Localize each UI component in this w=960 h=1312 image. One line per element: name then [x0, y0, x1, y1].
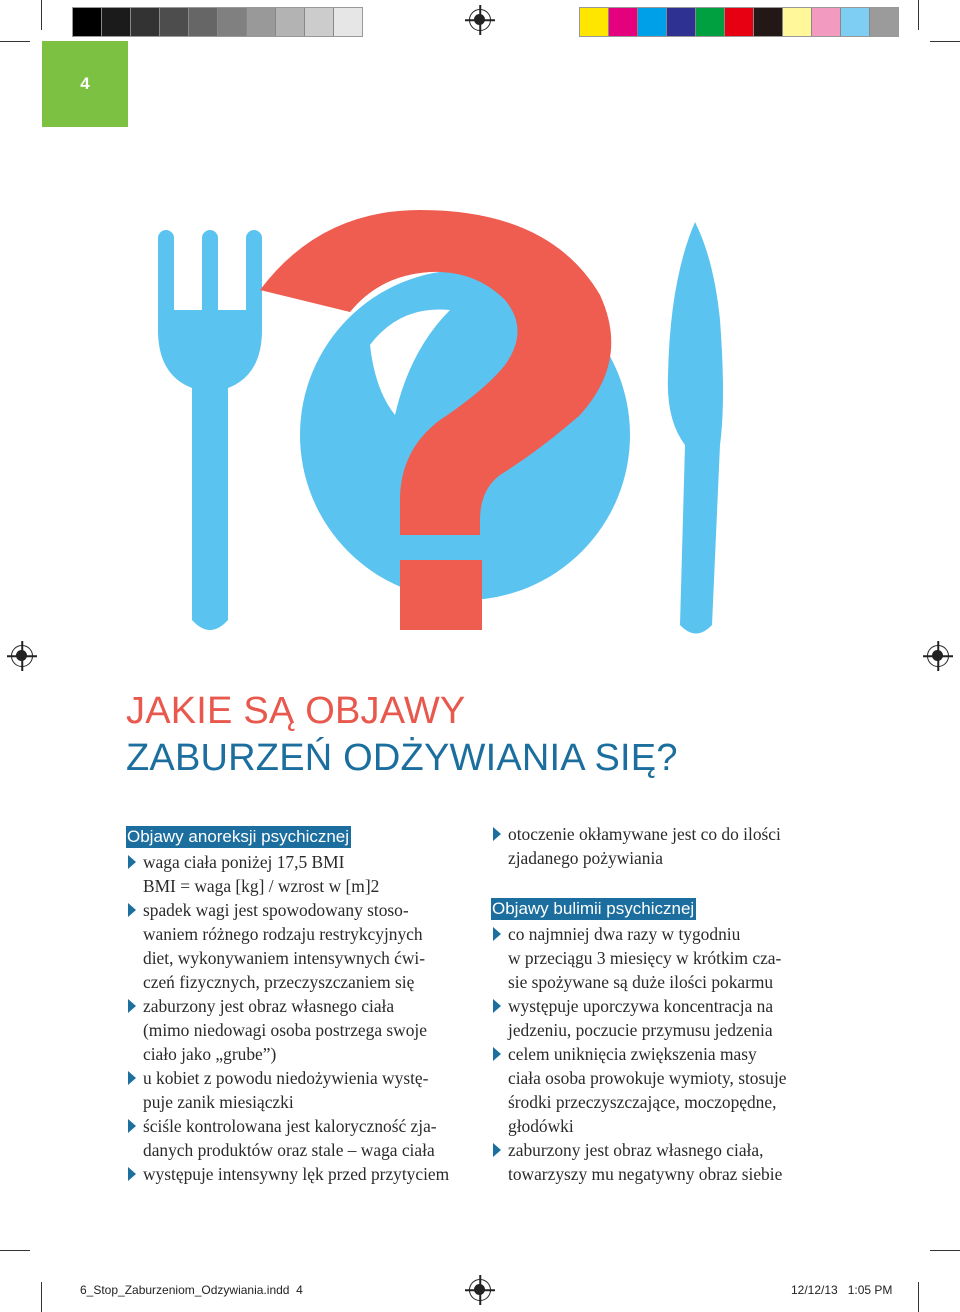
- slug-file-info: [80, 1283, 303, 1297]
- registration-mark-right: [927, 645, 949, 667]
- eating-disorder-illustration: [150, 200, 750, 640]
- list-item: u kobiet z powodu niedożywienia wystę- puje zanik miesiączki: [126, 1066, 476, 1114]
- anorexia-symptoms-continued: [491, 822, 841, 870]
- list-item: zaburzony jest obraz własnego ciała, towarzyszy mu negatywny obraz siebie: [491, 1138, 841, 1186]
- color-swatch: [841, 8, 870, 36]
- bullet-arrow-icon: [128, 903, 136, 917]
- bullet-arrow-icon: [493, 1143, 501, 1157]
- registration-mark-top: [469, 9, 491, 31]
- list-item: otoczenie okłamywane jest co do ilości zjadanego pożywiania: [491, 822, 841, 870]
- color-swatch: [102, 8, 131, 36]
- color-swatch: [334, 8, 362, 36]
- bullet-arrow-icon: [128, 1119, 136, 1133]
- color-swatch: [696, 8, 725, 36]
- color-swatch: [276, 8, 305, 36]
- color-swatch: [667, 8, 696, 36]
- color-swatch: [783, 8, 812, 36]
- page-title-line2: ZABURZEŃ ODŻYWIANIA SIĘ?: [126, 737, 678, 779]
- anorexia-section: [126, 824, 476, 1186]
- list-item: waga ciała poniżej 17,5 BMI BMI = waga [kg] / wzrost w [m]2: [126, 850, 476, 898]
- anorexia-symptoms-list: [126, 850, 476, 1186]
- registration-mark-bottom: [469, 1279, 491, 1301]
- list-item: ściśle kontrolowana jest kaloryczność zja- danych produktów oraz stale – waga ciała: [126, 1114, 476, 1162]
- bullet-arrow-icon: [493, 999, 501, 1013]
- registration-mark-left: [11, 645, 33, 667]
- color-swatch: [218, 8, 247, 36]
- list-item: występuje uporczywa koncentracja na jedzeniu, poczucie przymusu jedzenia: [491, 994, 841, 1042]
- color-swatch: [189, 8, 218, 36]
- bullet-arrow-icon: [493, 927, 501, 941]
- color-swatch: [725, 8, 754, 36]
- anorexia-heading: Objawy anoreksji psychicznej: [127, 827, 350, 846]
- crop-mark: [918, 1282, 919, 1312]
- bullet-arrow-icon: [128, 855, 136, 869]
- bullet-arrow-icon: [128, 1071, 136, 1085]
- color-swatch: [609, 8, 638, 36]
- list-item: spadek wagi jest spowodowany stoso- waniem różnego rodzaju restrykcyjnych diet, wykonywaniem intensywnych ćwi- czeń fizycznych, przeczyszczaniem się: [126, 898, 476, 994]
- color-swatch: [160, 8, 189, 36]
- fork-icon: [158, 230, 262, 630]
- list-item: zaburzony jest obraz własnego ciała (mimo niedowagi osoba postrzega swoje ciało jako „grube”): [126, 994, 476, 1066]
- grayscale-color-bar: [72, 7, 363, 37]
- color-swatch: [131, 8, 160, 36]
- color-swatch: [247, 8, 276, 36]
- list-item: co najmniej dwa razy w tygodniu w przeciągu 3 miesięcy w krótkim cza- sie spożywane są duże ilości pokarmu: [491, 922, 841, 994]
- bulimia-section: [491, 822, 841, 1186]
- slug-date: 12/12/13: [791, 1283, 838, 1297]
- list-item: występuje intensywny lęk przed przytyciem: [126, 1162, 476, 1186]
- color-swatch: [870, 8, 898, 36]
- slug-date-time: [791, 1283, 892, 1297]
- color-swatch: [754, 8, 783, 36]
- crop-mark: [0, 1250, 30, 1251]
- bullet-arrow-icon: [493, 827, 501, 841]
- crop-mark: [0, 41, 30, 42]
- color-swatch: [580, 8, 609, 36]
- bullet-arrow-icon: [128, 1167, 136, 1181]
- color-swatch: [73, 8, 102, 36]
- bullet-arrow-icon: [493, 1047, 501, 1061]
- page-number: 4: [80, 74, 90, 93]
- slug-file-name: 6_Stop_Zaburzeniom_Odzywiania.indd: [80, 1283, 290, 1297]
- bulimia-heading: Objawy bulimii psychicznej: [492, 899, 695, 918]
- knife-icon: [668, 222, 723, 634]
- page-number-box: [42, 41, 128, 127]
- bulimia-symptoms-list: [491, 922, 841, 1186]
- crop-mark: [918, 0, 919, 30]
- process-color-bar: [579, 7, 899, 37]
- color-swatch: [638, 8, 667, 36]
- crop-mark: [930, 41, 960, 42]
- page-title-line1: JAKIE SĄ OBJAWY: [126, 690, 466, 732]
- slug-page-number: 4: [296, 1283, 303, 1297]
- crop-mark: [41, 1282, 42, 1312]
- color-swatch: [305, 8, 334, 36]
- crop-mark: [41, 0, 42, 30]
- slug-time: 1:05 PM: [847, 1283, 893, 1297]
- color-swatch: [812, 8, 841, 36]
- crop-mark: [930, 1250, 960, 1251]
- list-item: celem uniknięcia zwiększenia masy ciała osoba prowokuje wymioty, stosuje środki przeczyszczające, moczopędne, głodówki: [491, 1042, 841, 1138]
- bullet-arrow-icon: [128, 999, 136, 1013]
